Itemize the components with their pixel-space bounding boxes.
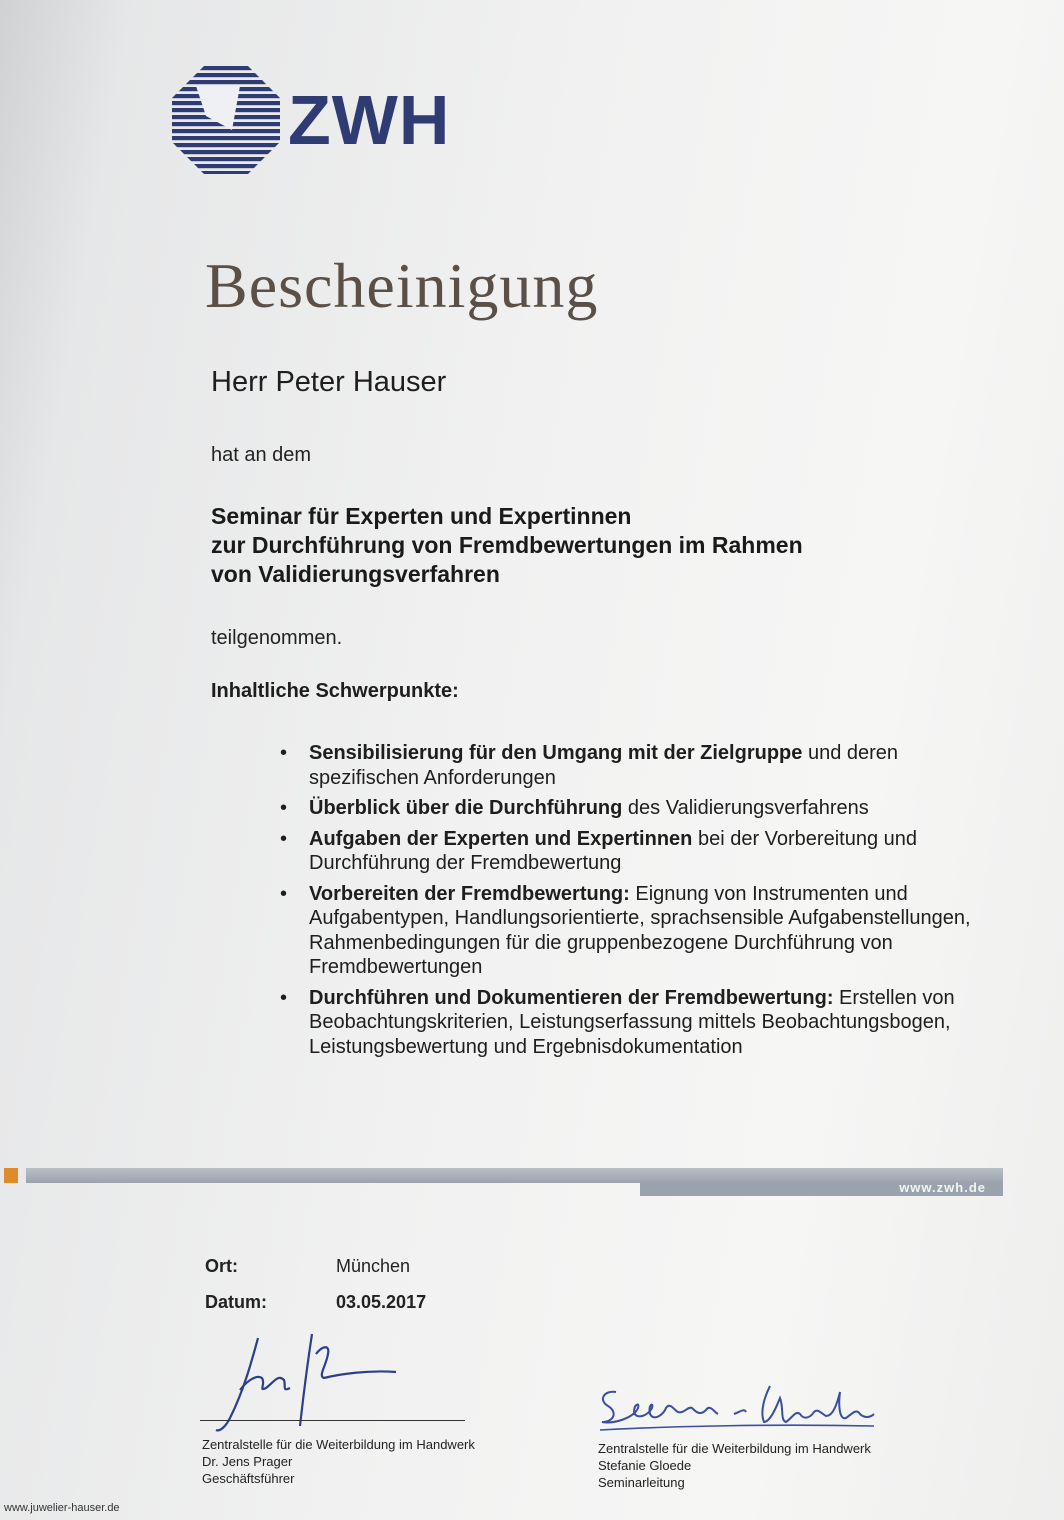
date-value: 03.05.2017 (336, 1292, 427, 1312)
watermark-url: www.juwelier-hauser.de (4, 1502, 120, 1514)
topics-heading: Inhaltliche Schwerpunkte: (211, 680, 459, 702)
signatory-2-block (598, 1440, 871, 1491)
intro-text: hat an dem (211, 444, 312, 466)
logo-wordmark: ZWH (288, 81, 451, 159)
topic-item: • Vorbereiten der Fremdbewertung: Eignung von Instrumenten und Aufgabentypen, Handlungsorientierte, sprachsensible Aufgabenstellungen, Rahmenbedingungen für die gruppenbezogene Durchführung von Fremdbewertungen (280, 882, 980, 980)
date-label: Datum: (205, 1292, 267, 1312)
signature-line (200, 1420, 465, 1421)
topic-item: • Durchführen und Dokumentieren der Fremdbewertung: Erstellen von Beobachtungskriterien, Leistungserfassung mittels Beobachtungsbogen, Leistungsbewertung und Ergebnisdokumentation (280, 986, 980, 1060)
place-label: Ort: (205, 1256, 238, 1276)
website-url: www.zwh.de (899, 1180, 986, 1195)
signatory-role: Geschäftsführer (202, 1471, 295, 1486)
place-value: München (336, 1256, 411, 1276)
signatory-name: Dr. Jens Prager (202, 1454, 293, 1469)
recipient-name: Herr Peter Hauser (211, 366, 447, 398)
topic-item: • Überblick über die Durchführung des Validierungsverfahrens (280, 796, 980, 821)
signature-gloede (594, 1378, 884, 1438)
signatory-org: Zentralstelle für die Weiterbildung im Handwerk (598, 1441, 871, 1456)
signatory-org: Zentralstelle für die Weiterbildung im Handwerk (202, 1437, 475, 1452)
zwh-logo-icon (172, 66, 280, 174)
participation-text: teilgenommen. (211, 627, 343, 649)
seminar-title-line: von Validierungsverfahren (211, 561, 500, 587)
signatory-role: Seminarleitung (598, 1475, 685, 1490)
certificate-title: Bescheinigung (205, 250, 599, 321)
seminar-title-line: Seminar für Experten und Expertinnen (211, 503, 632, 529)
topic-item: • Aufgaben der Experten und Expertinnen bei der Vorbereitung und Durchführung der Fremdbewertung (280, 827, 980, 876)
signatory-1-block (202, 1436, 475, 1487)
topic-item: • Sensibilisierung für den Umgang mit der Zielgruppe und deren spezifischen Anforderungen (280, 741, 980, 790)
topics-list (280, 741, 980, 1065)
signature-prager (200, 1330, 470, 1440)
signatory-name: Stefanie Gloede (598, 1458, 692, 1473)
accent-square (4, 1168, 18, 1183)
seminar-title-line: zur Durchführung von Fremdbewertungen im Rahmen (211, 532, 803, 558)
footer-bar (26, 1168, 1003, 1183)
seminar-title (211, 502, 803, 589)
